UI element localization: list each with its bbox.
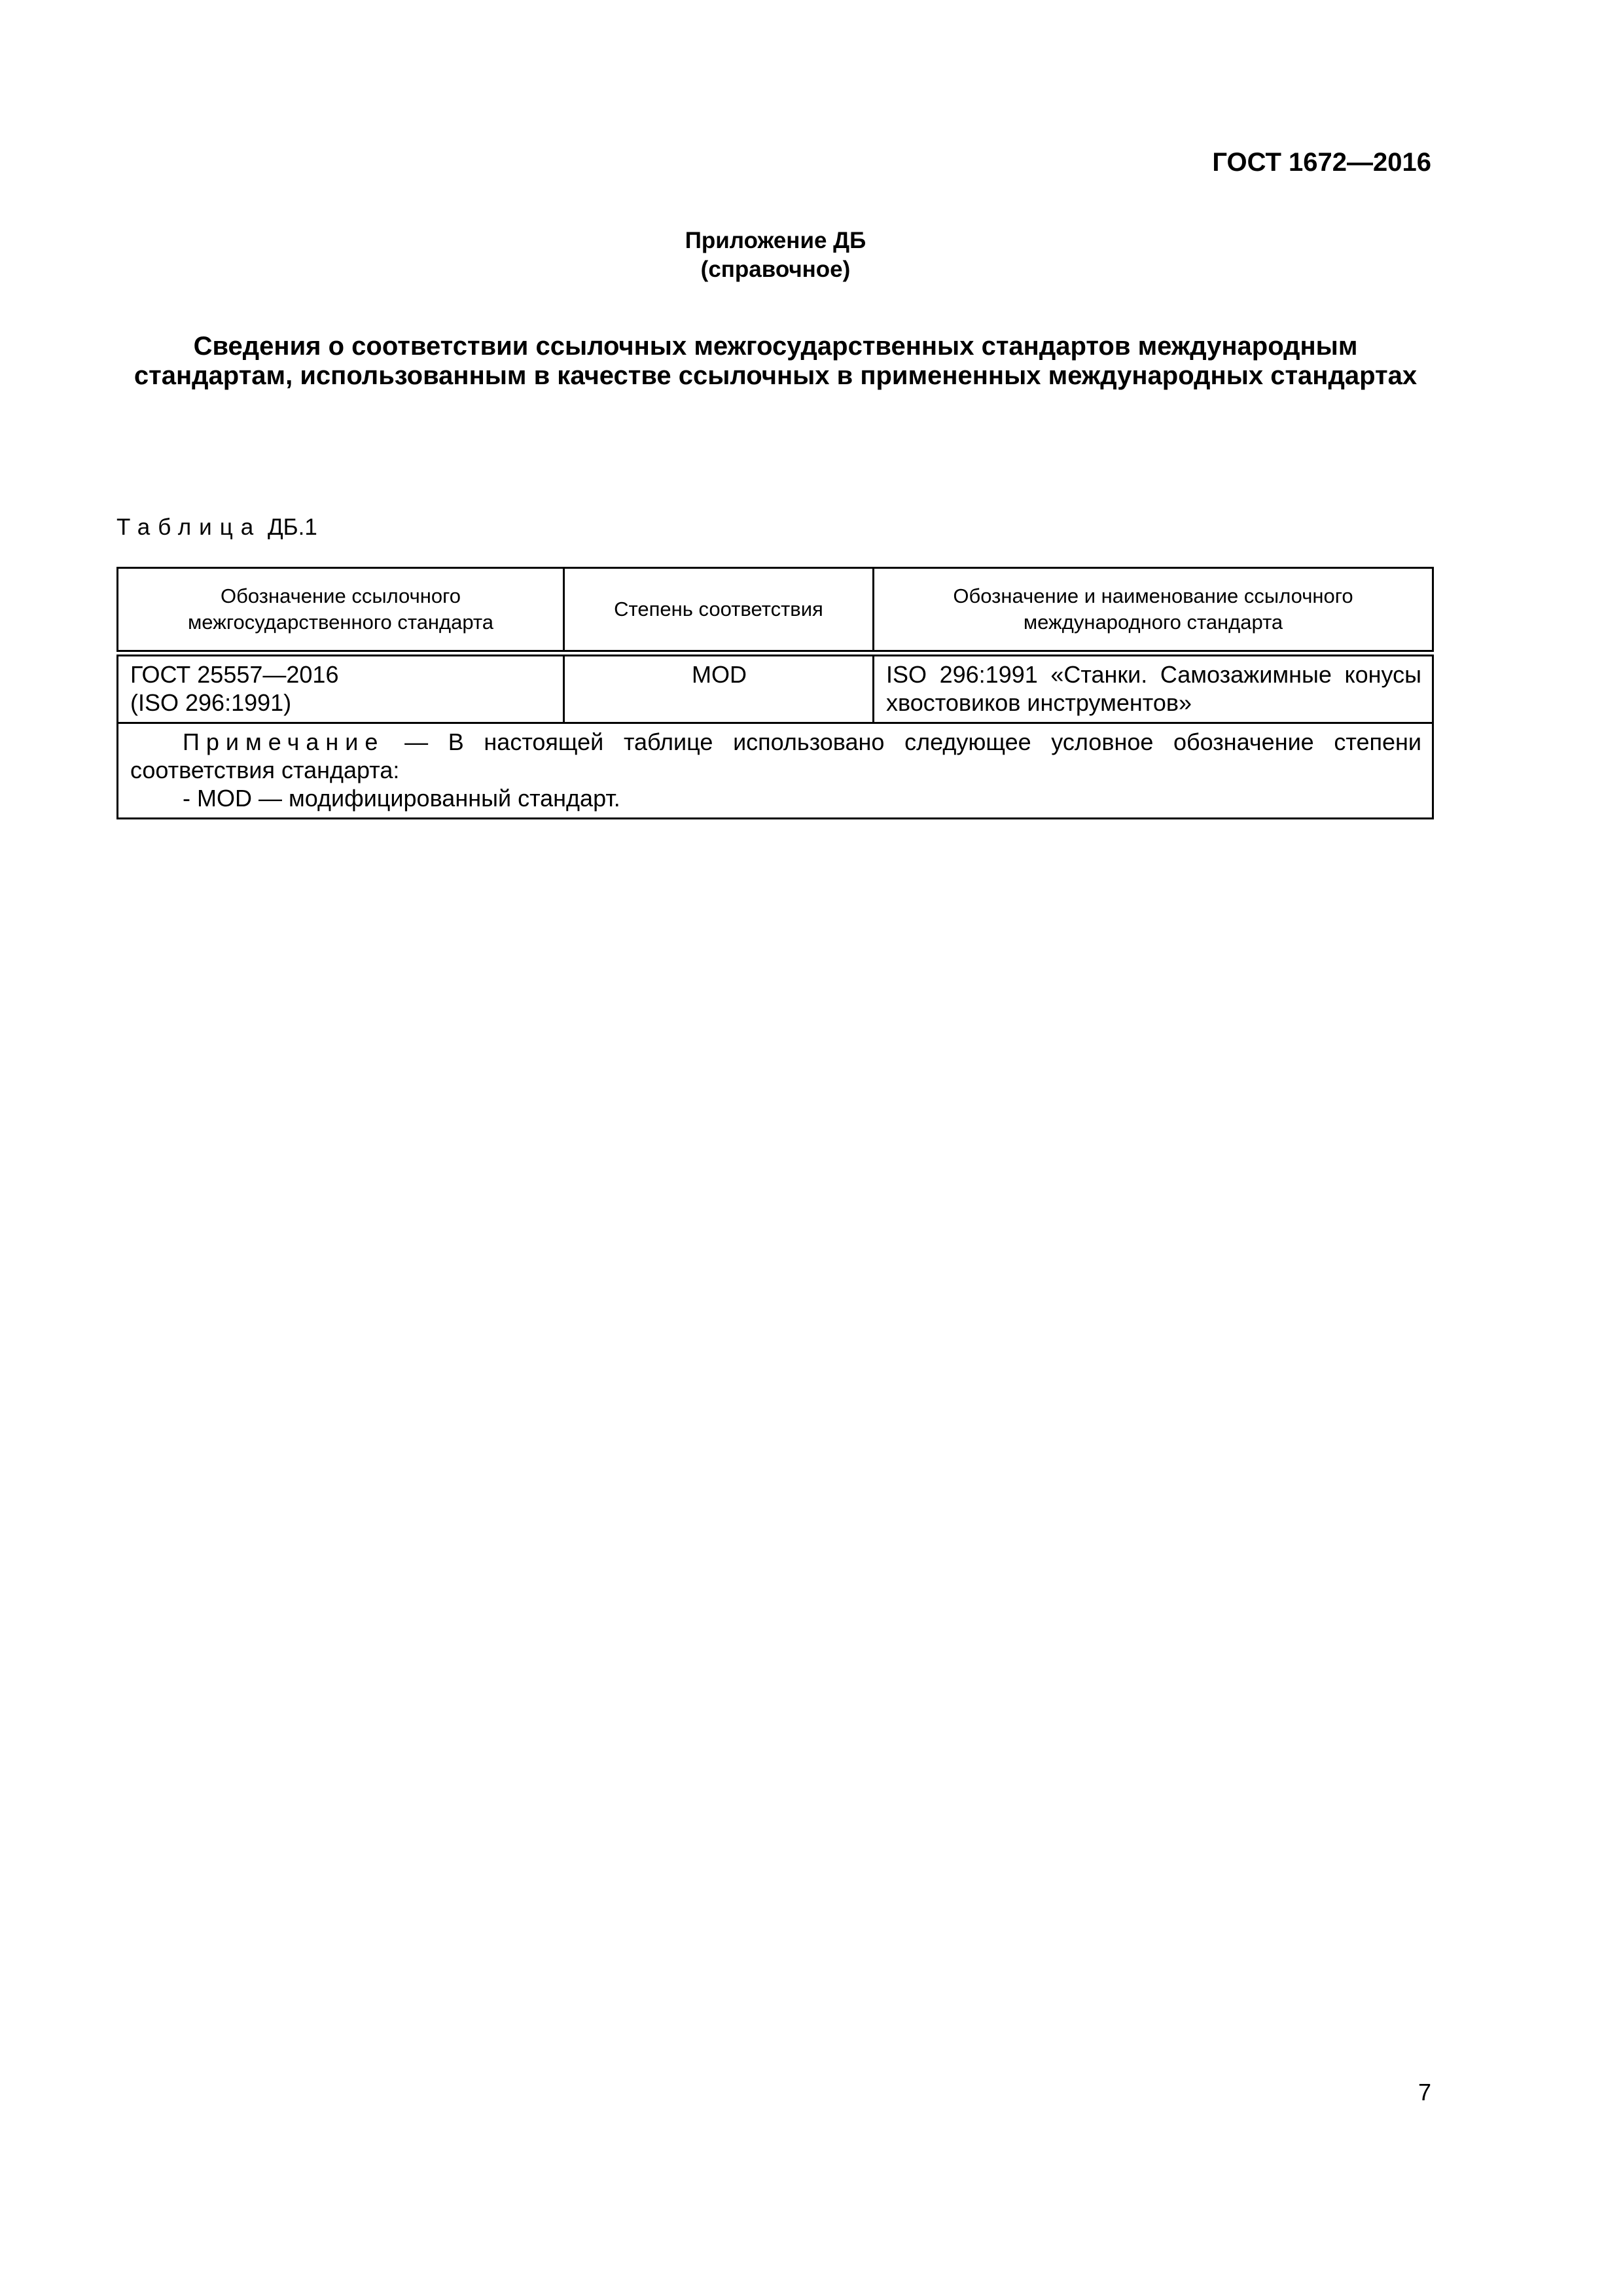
appendix-heading: Сведения о соответствии ссылочных межгосударственных стандартов международным стандартам, использованным в качестве ссылочных в примененных международных стандартах	[134, 332, 1418, 390]
note-label: Примечание	[183, 728, 385, 755]
appendix-kind: (справочное)	[700, 257, 851, 282]
reference-table	[116, 567, 1434, 819]
note-item: - MOD — модифицированный стандарт.	[183, 785, 620, 812]
table-note	[118, 723, 1433, 819]
cell-international-standard: ISO 296:1991 «Станки. Самозажимные конусы хвостовиков инструментов»	[874, 653, 1433, 723]
column-header-degree: Степень соответствия	[564, 568, 874, 654]
table-caption-word: Таблица	[116, 514, 262, 540]
note-text-line	[130, 728, 1421, 784]
column-header-international-standard: Обозначение и наименование ссылочного международного стандарта	[874, 568, 1433, 654]
table-caption	[116, 514, 317, 541]
table-caption-number: ДБ.1	[267, 514, 317, 540]
interstate-standard-iso-ref: (ISO 296:1991)	[130, 689, 292, 716]
table-header-row	[118, 568, 1433, 654]
appendix-title: Приложение ДБ	[685, 228, 866, 253]
document-code: ГОСТ 1672—2016	[1212, 148, 1431, 177]
column-header-interstate-standard: Обозначение ссылочного межгосударственного стандарта	[118, 568, 564, 654]
table-row	[118, 653, 1433, 723]
cell-interstate-standard	[118, 653, 564, 723]
interstate-standard-code: ГОСТ 25557—2016	[130, 661, 339, 688]
note-text: — В настоящей таблице использовано следующее условное обозначение степени соответствия стандарта:	[130, 728, 1421, 783]
cell-degree: MOD	[564, 653, 874, 723]
table-note-row	[118, 723, 1433, 819]
page-number: 7	[1418, 2079, 1431, 2106]
